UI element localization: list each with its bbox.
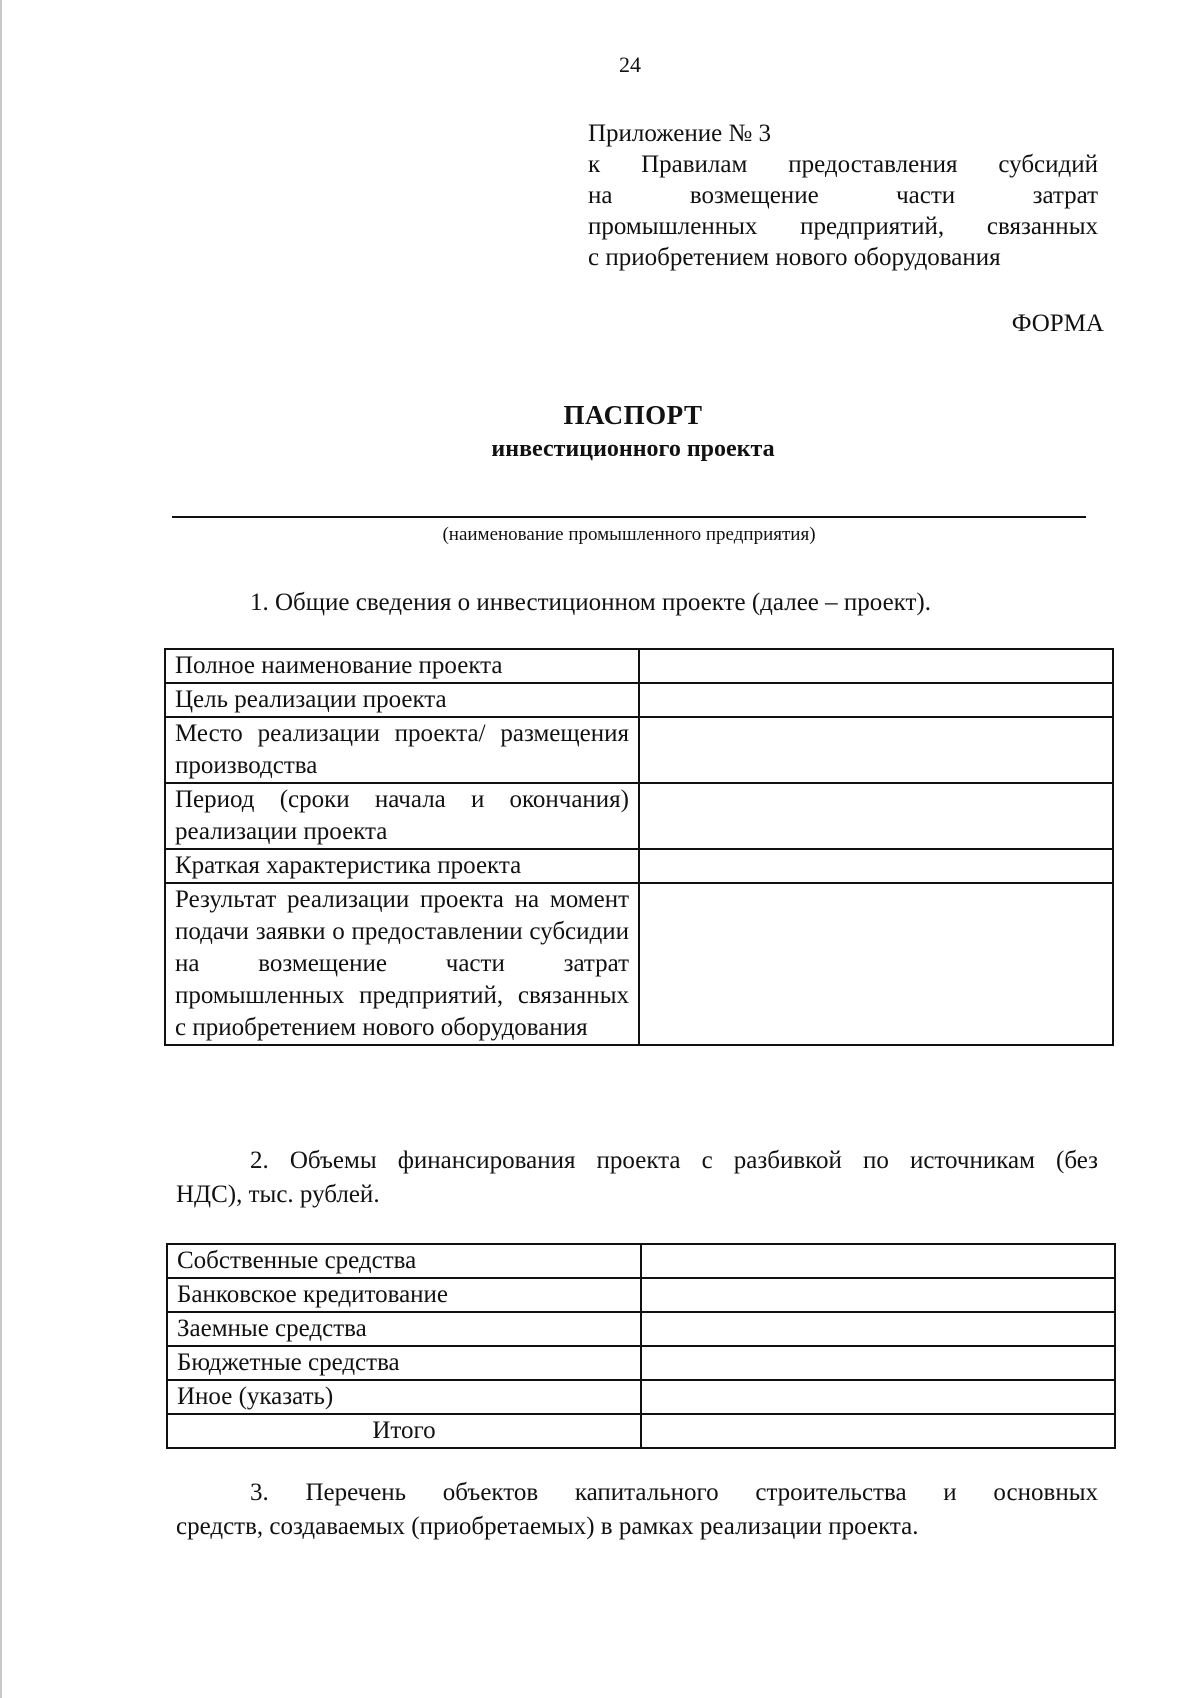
document-title: ПАСПОРТ	[563, 400, 703, 430]
row-label: Цель реализации проекта	[165, 683, 639, 717]
row-value-cell[interactable]	[639, 683, 1113, 717]
section-2-heading-line: 2. Объемы финансирования проекта с разбивкой по источникам (без	[250, 1147, 1098, 1174]
page-edge	[0, 0, 2, 1698]
row-value-cell[interactable]	[639, 717, 1113, 783]
table-row-total	[167, 1414, 1115, 1448]
section-2-heading	[176, 1144, 1098, 1212]
table-row	[167, 1244, 1115, 1278]
row-label: Результат реализации проекта на момент подачи заявки о предоставлении субсидии на возмещение части затрат промышленных предприятий, связанных с приобретением нового оборудования	[165, 883, 639, 1045]
general-info-table	[164, 648, 1114, 1046]
row-label: Период (сроки начала и окончания) реализации проекта	[165, 783, 639, 849]
row-label: Банковское кредитование	[167, 1278, 641, 1312]
section-3-heading-line: средств, создаваемых (приобретаемых) в рамках реализации проекта.	[176, 1513, 919, 1540]
table-row	[165, 783, 1113, 849]
annex-header	[588, 118, 1098, 273]
total-value-cell[interactable]	[641, 1414, 1115, 1448]
table-row	[165, 717, 1113, 783]
row-value-cell[interactable]	[639, 783, 1113, 849]
annex-line: с приобретением нового оборудования	[588, 244, 1001, 271]
annex-number: Приложение № 3	[588, 120, 772, 147]
row-label: Краткая характеристика проекта	[165, 849, 639, 883]
section-3-heading	[176, 1476, 1098, 1544]
table-row	[165, 849, 1113, 883]
annex-line: к Правилам предоставления субсидий	[588, 151, 1098, 178]
table-row	[167, 1278, 1115, 1312]
row-label: Иное (указать)	[167, 1380, 641, 1414]
row-value-cell[interactable]	[641, 1346, 1115, 1380]
section-1-heading	[250, 586, 1100, 620]
total-label: Итого	[167, 1414, 641, 1448]
document-subtitle: инвестиционного проекта	[491, 436, 775, 462]
row-label: Заемные средства	[167, 1312, 641, 1346]
page-number: 24	[619, 52, 641, 77]
table-row	[165, 649, 1113, 683]
form-label: ФОРМА	[1011, 310, 1104, 337]
row-label: Место реализации проекта/ размещения производства	[165, 717, 639, 783]
table-row	[165, 683, 1113, 717]
row-value-cell[interactable]	[639, 849, 1113, 883]
row-value-cell[interactable]	[639, 883, 1113, 1045]
section-1-heading-text: 1. Общие сведения о инвестиционном проекте (далее – проект).	[250, 589, 931, 616]
row-value-cell[interactable]	[641, 1244, 1115, 1278]
enterprise-name-caption: (наименование промышленного предприятия)	[442, 524, 816, 545]
row-label: Бюджетные средства	[167, 1346, 641, 1380]
row-value-cell[interactable]	[639, 649, 1113, 683]
row-value-cell[interactable]	[641, 1312, 1115, 1346]
financing-table	[166, 1243, 1116, 1449]
section-3-heading-line: 3. Перечень объектов капитального строительства и основных	[250, 1479, 1098, 1506]
enterprise-name-line[interactable]	[172, 516, 1086, 518]
table-row	[167, 1380, 1115, 1414]
row-label: Полное наименование проекта	[165, 649, 639, 683]
table-row	[165, 883, 1113, 1045]
table-row	[167, 1312, 1115, 1346]
row-value-cell[interactable]	[641, 1278, 1115, 1312]
row-value-cell[interactable]	[641, 1380, 1115, 1414]
table-row	[167, 1346, 1115, 1380]
annex-line: промышленных предприятий, связанных	[588, 213, 1098, 240]
section-2-heading-line: НДС), тыс. рублей.	[176, 1181, 380, 1208]
annex-line: на возмещение части затрат	[588, 182, 1098, 209]
row-label: Собственные средства	[167, 1244, 641, 1278]
